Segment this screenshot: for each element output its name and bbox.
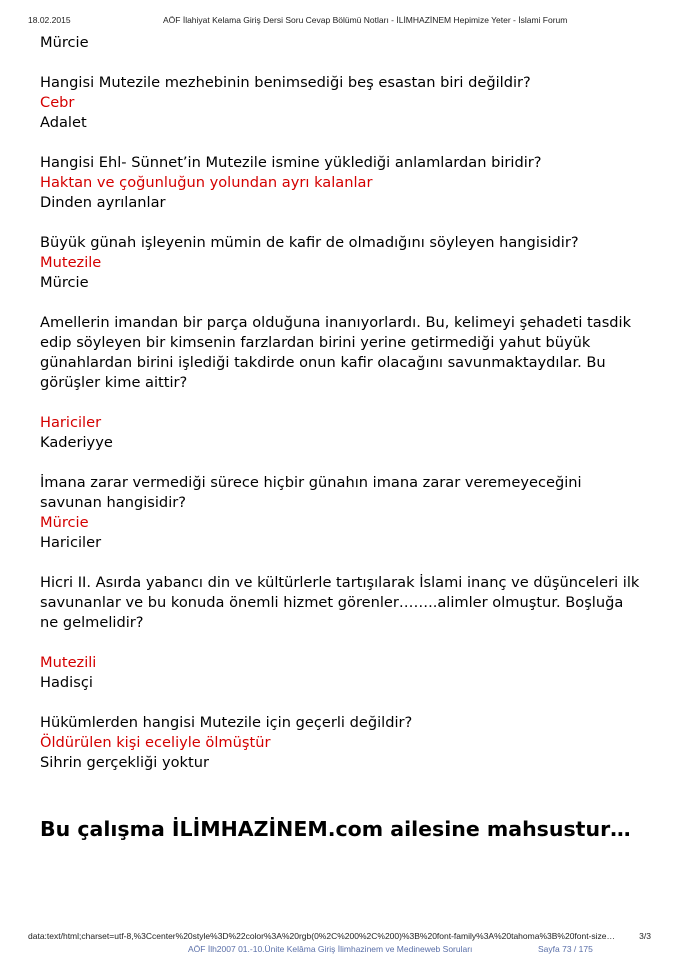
document-title: AÖF İlh2007 01.-10.Ünite Kelâma Giriş İlimhazinem ve Medineweb Soruları	[188, 944, 473, 954]
page-label: Sayfa 73 / 175	[538, 944, 593, 954]
closing-statement: Bu çalışma İLİMHAZİNEM.com ailesine mahsustur…	[40, 817, 631, 841]
qa-block	[40, 313, 640, 453]
correct-answer: Mürcie	[40, 514, 89, 531]
top-line: Mürcie	[40, 34, 89, 51]
question: Hangisi Mutezile mezhebinin benimsediği beş esastan biri değildir?	[40, 74, 531, 91]
qa-block	[40, 713, 640, 773]
question: Büyük günah işleyenin mümin de kafir de olmadığını söyleyen hangisidir?	[40, 234, 579, 251]
correct-answer: Cebr	[40, 94, 75, 111]
qa-block	[40, 573, 640, 693]
document-footer	[188, 944, 593, 954]
alternative-answer: Hariciler	[40, 534, 102, 551]
document-body	[40, 33, 640, 773]
qa-block	[40, 473, 640, 553]
qa-block	[40, 153, 640, 213]
alternative-answer: Adalet	[40, 114, 87, 131]
qa-block	[40, 233, 640, 293]
correct-answer: Mutezili	[40, 654, 97, 671]
alternative-answer: Mürcie	[40, 274, 89, 291]
question: Hükümlerden hangisi Mutezile için geçerli değildir?	[40, 714, 413, 731]
print-page-count: 3/3	[639, 931, 651, 941]
correct-answer: Haktan ve çoğunluğun yolundan ayrı kalanlar	[40, 174, 373, 191]
qa-block	[40, 73, 640, 133]
question: Hangisi Ehl- Sünnet’in Mutezile ismine yüklediği anlamlardan biridir?	[40, 154, 542, 171]
print-title: AÖF İlahiyat Kelama Giriş Dersi Soru Cevap Bölümü Notları - İLİMHAZİNEM Hepimize Yeter - İslami Forum	[163, 15, 568, 25]
alternative-answer: Hadisçi	[40, 674, 93, 691]
correct-answer: Hariciler	[40, 414, 102, 431]
question: Amellerin imandan bir parça olduğuna inanıyorlardı. Bu, kelimeyi şehadeti tasdik edip söyleyen bir kimsenin farzlardan birini yerine getirmediği yahut büyük günahlardan birini işlediği takdirde onun kafir olacağını savunmaktaydılar. Bu görüşler kime aittir?	[40, 314, 632, 391]
correct-answer: Öldürülen kişi eceliyle ölmüştür	[40, 734, 271, 751]
question: İmana zarar vermediği sürece hiçbir günahın imana zarar veremeyeceğini savunan hangisidir?	[40, 474, 582, 511]
print-header	[28, 15, 651, 29]
correct-answer: Mutezile	[40, 254, 102, 271]
alternative-answer: Dinden ayrılanlar	[40, 194, 166, 211]
question: Hicri II. Asırda yabancı din ve kültürlerle tartışılarak İslami inanç ve düşünceleri ilk savunanlar ve bu konuda önemli hizmet görenler……..alimler olmuştur. Boşluğa ne gelmelidir?	[40, 574, 640, 631]
alternative-answer: Kaderiyye	[40, 434, 113, 451]
print-url: data:text/html;charset=utf-8,%3Ccenter%20style%3D%22color%3A%20rgb(0%2C%200%2C%200)%3B%20font-family%3A%20tahoma%3B%20font-size…	[28, 931, 616, 941]
print-date: 18.02.2015	[28, 15, 71, 25]
alternative-answer: Sihrin gerçekliği yoktur	[40, 754, 209, 771]
